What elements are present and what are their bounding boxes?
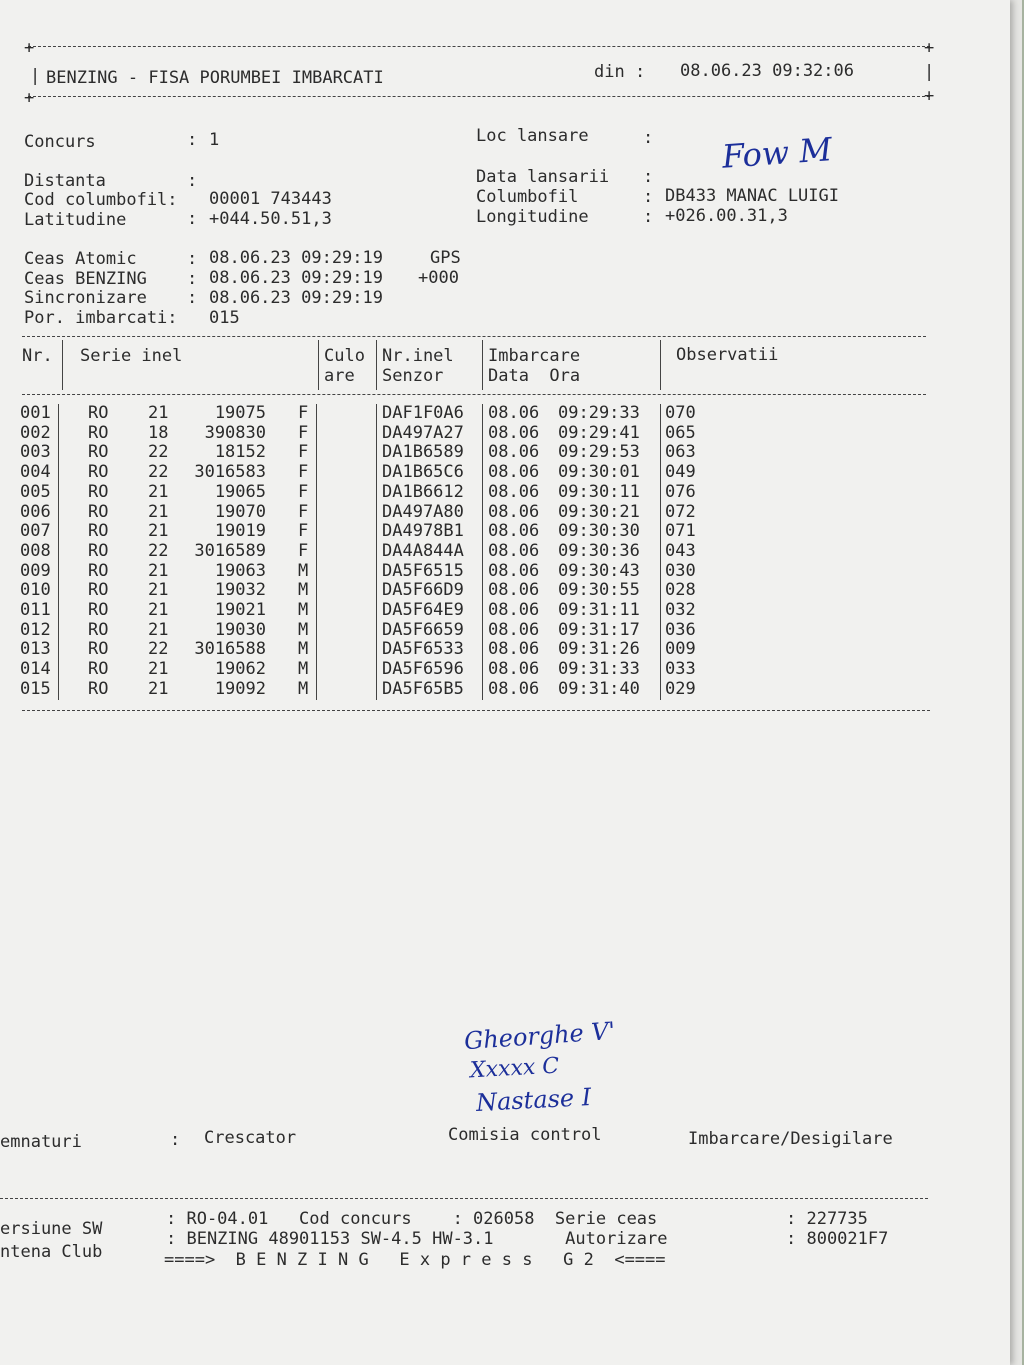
cell-nr: 010 xyxy=(20,580,51,601)
signature-2: Xxxxx C xyxy=(469,1053,560,1084)
antena-club-label: ntena Club xyxy=(0,1242,103,1262)
imbarcare-desigilare-label: Imbarcare/Desigilare xyxy=(688,1129,893,1149)
cell-serie: 18152 xyxy=(214,442,266,463)
col-nr-inel-2: Senzor xyxy=(382,366,444,386)
cell-tara: RO xyxy=(88,619,109,640)
cell-an: 21 xyxy=(148,678,169,699)
cell-nr: 011 xyxy=(20,600,51,620)
cell-obs: 065 xyxy=(665,422,696,443)
ceas-benzing-label: Ceas BENZING xyxy=(24,269,147,289)
cell-an: 22 xyxy=(148,540,169,561)
cell-obs: 070 xyxy=(665,403,696,423)
cell-tara: RO xyxy=(88,659,109,680)
din-timestamp: 08.06.23 09:32:06 xyxy=(680,61,854,81)
porumbei-imbarcati-label: Por. imbarcati: xyxy=(24,308,178,328)
cell-senzor: DA4978B1 xyxy=(382,521,464,542)
data-lansarii-label: Data lansarii xyxy=(476,167,610,187)
cell-obs: 029 xyxy=(665,678,696,699)
concurs-label: Concurs xyxy=(24,132,96,152)
header-left-bar: | xyxy=(30,66,41,86)
cell-ora: 09:29:41 xyxy=(558,422,640,443)
cell-sex: M xyxy=(298,600,309,620)
cell-serie: 3016583 xyxy=(194,462,266,483)
cell-tara: RO xyxy=(88,580,109,601)
cell-nr: 003 xyxy=(20,442,51,463)
cell-an: 21 xyxy=(148,659,169,680)
cell-obs: 030 xyxy=(665,560,696,581)
longitudine-value: +026.00.31,3 xyxy=(665,206,788,226)
cell-serie: 19063 xyxy=(214,560,266,581)
cell-data: 08.06 xyxy=(488,501,540,522)
table-row xyxy=(0,541,1010,561)
sincronizare-value: 08.06.23 09:29:19 xyxy=(209,288,383,308)
cell-tara: RO xyxy=(88,481,109,502)
cell-data: 08.06 xyxy=(488,560,540,581)
sincronizare-label: Sincronizare xyxy=(24,288,147,308)
cell-an: 21 xyxy=(148,481,169,502)
latitudine-label: Latitudine xyxy=(24,210,127,230)
cell-tara: RO xyxy=(88,639,109,660)
cell-senzor: DA5F6533 xyxy=(382,639,464,660)
comisia-control-label: Comisia control xyxy=(448,1125,602,1145)
cell-tara: RO xyxy=(88,521,109,542)
col-imbarcare-1: Imbarcare xyxy=(488,346,581,366)
cell-senzor: DA1B6589 xyxy=(382,442,464,463)
cell-an: 21 xyxy=(148,600,169,620)
col-culoare-2: are xyxy=(324,366,355,386)
cell-tara: RO xyxy=(88,501,109,522)
cell-data: 08.06 xyxy=(488,678,540,699)
cell-obs: 072 xyxy=(665,501,696,522)
cell-sex: M xyxy=(298,659,309,680)
cell-serie: 19065 xyxy=(214,481,266,502)
cell-ora: 09:30:11 xyxy=(558,481,640,502)
table-row xyxy=(0,659,1010,679)
cell-senzor: DA497A27 xyxy=(382,422,464,443)
cell-data: 08.06 xyxy=(488,600,540,620)
longitudine-label: Longitudine xyxy=(476,207,589,227)
cell-senzor: DAF1F0A6 xyxy=(382,403,464,423)
table-row xyxy=(0,423,1010,443)
cell-ora: 09:31:26 xyxy=(558,639,640,660)
cell-serie: 19070 xyxy=(214,501,266,522)
table-row xyxy=(0,580,1010,600)
header-right-bar: | xyxy=(924,62,935,82)
table-row xyxy=(0,462,1010,482)
table-row xyxy=(0,502,1010,522)
cell-senzor: DA5F6596 xyxy=(382,659,464,680)
cell-nr: 005 xyxy=(20,481,51,502)
cell-ora: 09:30:30 xyxy=(558,521,640,542)
cell-nr: 012 xyxy=(20,619,51,640)
col-culoare-1: Culo xyxy=(324,346,365,366)
cell-obs: 036 xyxy=(665,619,696,640)
cell-data: 08.06 xyxy=(488,580,540,601)
cell-serie: 19075 xyxy=(214,403,266,423)
table-row xyxy=(0,482,1010,502)
col-observatii: Observatii xyxy=(676,345,779,365)
cell-sex: M xyxy=(298,580,309,601)
cell-obs: 009 xyxy=(665,639,696,660)
cell-ora: 09:30:36 xyxy=(558,540,640,561)
cell-tara: RO xyxy=(88,462,109,483)
cod-columbofil-label: Cod columbofil: xyxy=(24,190,178,210)
col-nr-inel-1: Nr.inel xyxy=(382,346,454,366)
cell-tara: RO xyxy=(88,540,109,561)
cell-sex: M xyxy=(298,639,309,660)
table-bottom-rule xyxy=(22,710,930,711)
cell-senzor: DA5F65B5 xyxy=(382,678,464,699)
header-top-rule xyxy=(28,46,930,47)
signature-3: Nastase I xyxy=(475,1083,592,1117)
versiune-sw-label: ersiune SW xyxy=(0,1219,103,1239)
columbofil-value: DB433 MANAC LUIGI xyxy=(665,186,839,206)
cell-an: 21 xyxy=(148,560,169,581)
cell-data: 08.06 xyxy=(488,639,540,660)
col-serie-inel: Serie inel xyxy=(80,346,183,366)
table-row xyxy=(0,679,1010,699)
cell-ora: 09:29:53 xyxy=(558,442,640,463)
cell-an: 22 xyxy=(148,462,169,483)
cell-an: 21 xyxy=(148,619,169,640)
col-imbarcare-2: Data Ora xyxy=(488,366,581,386)
cell-sex: F xyxy=(298,481,309,502)
cell-sex: F xyxy=(298,422,309,443)
cell-obs: 049 xyxy=(665,462,696,483)
cell-nr: 006 xyxy=(20,501,51,522)
concurs-value: 1 xyxy=(209,130,220,150)
cell-ora: 09:30:21 xyxy=(558,501,640,522)
cell-sex: M xyxy=(298,560,309,581)
ceas-benzing-value: 08.06.23 09:29:19 xyxy=(209,268,383,288)
loc-lansare-label: Loc lansare xyxy=(476,126,589,146)
footer-line-2: : BENZING 48901153 SW-4.5 HW-3.1 Autorizare xyxy=(166,1229,668,1249)
cell-tara: RO xyxy=(88,560,109,581)
crescator-label: Crescator xyxy=(204,1128,297,1148)
cell-tara: RO xyxy=(88,678,109,699)
cell-sex: F xyxy=(298,462,309,483)
cell-tara: RO xyxy=(88,422,109,443)
cell-nr: 013 xyxy=(20,639,51,660)
cell-sex: M xyxy=(298,619,309,640)
distanta-label: Distanta xyxy=(24,171,106,191)
cell-ora: 09:30:01 xyxy=(558,462,640,483)
cell-nr: 009 xyxy=(20,560,51,581)
cell-an: 21 xyxy=(148,501,169,522)
table-row xyxy=(0,561,1010,581)
cell-nr: 015 xyxy=(20,678,51,699)
table-row xyxy=(0,620,1010,640)
table-row xyxy=(0,442,1010,462)
cell-serie: 19021 xyxy=(214,600,266,620)
autorizare-value: : 800021F7 xyxy=(786,1229,889,1249)
porumbei-imbarcati-value: 015 xyxy=(209,308,240,328)
cell-nr: 001 xyxy=(20,403,51,423)
ceas-atomic-source: GPS xyxy=(430,248,461,268)
cell-an: 21 xyxy=(148,403,169,423)
cell-obs: 032 xyxy=(665,600,696,620)
ceas-atomic-value: 08.06.23 09:29:19 xyxy=(209,248,383,268)
cell-data: 08.06 xyxy=(488,422,540,443)
cell-nr: 007 xyxy=(20,521,51,542)
cell-nr: 002 xyxy=(20,422,51,443)
ceas-benzing-offset: +000 xyxy=(418,268,459,288)
table-top-rule xyxy=(22,336,926,337)
cell-nr: 004 xyxy=(20,462,51,483)
cell-senzor: DA5F6515 xyxy=(382,560,464,581)
cell-senzor: DA5F6659 xyxy=(382,619,464,640)
cell-ora: 09:31:40 xyxy=(558,678,640,699)
table-header-rule xyxy=(22,394,926,395)
cell-senzor: DA5F66D9 xyxy=(382,580,464,601)
cell-data: 08.06 xyxy=(488,619,540,640)
cell-ora: 09:31:11 xyxy=(558,600,640,620)
cell-obs: 033 xyxy=(665,659,696,680)
latitudine-value: +044.50.51,3 xyxy=(209,209,332,229)
cell-serie: 19092 xyxy=(214,678,266,699)
cell-ora: 09:29:33 xyxy=(558,403,640,423)
cell-data: 08.06 xyxy=(488,540,540,561)
cell-serie: 19030 xyxy=(214,619,266,640)
cell-data: 08.06 xyxy=(488,481,540,502)
cell-serie: 19062 xyxy=(214,659,266,680)
document-title: BENZING - FISA PORUMBEI IMBARCATI xyxy=(46,68,384,88)
cell-senzor: DA1B6612 xyxy=(382,481,464,502)
cell-ora: 09:30:55 xyxy=(558,580,640,601)
cell-tara: RO xyxy=(88,600,109,620)
cell-an: 18 xyxy=(148,422,169,443)
table-row xyxy=(0,521,1010,541)
cell-ora: 09:31:33 xyxy=(558,659,640,680)
cell-sex: M xyxy=(298,678,309,699)
cell-tara: RO xyxy=(88,442,109,463)
footer-rule xyxy=(0,1198,928,1199)
cell-obs: 071 xyxy=(665,521,696,542)
cell-senzor: DA1B65C6 xyxy=(382,462,464,483)
table-row xyxy=(0,403,1010,423)
handwritten-location: Fow M xyxy=(720,130,834,176)
ceas-atomic-label: Ceas Atomic xyxy=(24,249,137,269)
footer-line-1: : RO-04.01 Cod concurs : 026058 Serie ceas xyxy=(166,1209,658,1229)
cod-columbofil-value: 00001 743443 xyxy=(209,189,332,209)
cell-obs: 076 xyxy=(665,481,696,502)
cell-sex: F xyxy=(298,403,309,423)
table-row xyxy=(0,639,1010,659)
cell-serie: 19019 xyxy=(214,521,266,542)
cell-an: 22 xyxy=(148,442,169,463)
cell-an: 21 xyxy=(148,521,169,542)
cell-an: 22 xyxy=(148,639,169,660)
cell-data: 08.06 xyxy=(488,442,540,463)
cell-nr: 008 xyxy=(20,540,51,561)
cell-ora: 09:30:43 xyxy=(558,560,640,581)
cell-serie: 3016588 xyxy=(194,639,266,660)
cell-tara: RO xyxy=(88,403,109,423)
cell-senzor: DA497A80 xyxy=(382,501,464,522)
cell-serie: 19032 xyxy=(214,580,266,601)
cell-ora: 09:31:17 xyxy=(558,619,640,640)
signature-1: Gheorghe V' xyxy=(463,1016,617,1056)
cell-serie: 3016589 xyxy=(194,540,266,561)
cell-data: 08.06 xyxy=(488,462,540,483)
cell-nr: 014 xyxy=(20,659,51,680)
cell-data: 08.06 xyxy=(488,659,540,680)
printout-sheet: + + | BENZING - FISA PORUMBEI IMBARCATI din : 08.06.23 09:32:06 | + + Concurs : 1 Loc lansare : Fow M Distanta : Data lansarii : Cod columbofil: 00001 743443 Columbofil : DB433 MANAC LUIGI Latitudine : +044.50.51,3 Longitudine : +026.00.31,3 Ceas Atomic : 08.06.23 09:29:19 GPS Ceas BENZING : 08.06.23 09:29:19 +000 Sincronizare : 08.06.23 09:29:19 Por. imbarcati: 015 Nr. Serie inel Culo are Nr.inel Senzor Imbarcare Data Ora Observatii 001 RO 21 19075 F DAF1F0A6 08.06 09:29:33 070 002 RO 18 390830 F DA497A27 08.06 09:29:41 065 003 RO 22 18152 F DA1B6589 08.06 09:29:53 063 004 RO 22 3016583 F DA1B65C6 08.06 09:30:01 049 005 RO 21 19065 F DA1B6612 08.06 09:30:11 076 006 RO 21 19070 F DA497A80 08.06 09:30:21 072 007 RO 21 19019 F DA4978B1 08.06 09:30:30 071 008 RO 22 3016589 F DA4A844A 08.06 09:30:36 043 009 RO 21 19063 M DA5F6515 08.06 09:30:43 030 010 RO 21 19032 M DA5F66D9 08.06 09:30:55 028 011 RO 21 19021 M DA5F64E9 08.06 09:31:11 032 012 RO 21 19030 M DA5F6659 08.06 09:31:17 036 013 RO 22 3016588 M DA5F6533 08.06 09:31:26 009 014 RO 21 19062 M DA5F6596 08.06 09:31:33 033 015 RO 21 19092 M DA5F65B5 08.06 09:31:40 029 Gheorghe V' Xxxxx C Nastase I emnaturi : Crescator Comisia control Imbarcare/Desigilare ersiune SW ntena Club : RO-04.01 Cod concurs : 026058 Serie ceas : 227735 : BENZING 48901153 SW-4.5 HW-3.1 Autorizare : 800021F7 ====> B E N Z I N G E x p r e s s G 2 <==== xyxy=(0,0,1010,1365)
serie-ceas-value: : 227735 xyxy=(786,1209,868,1229)
col-nr: Nr. xyxy=(22,346,53,366)
columbofil-label: Columbofil xyxy=(476,187,579,207)
header-bottom-rule xyxy=(28,96,930,97)
cell-sex: F xyxy=(298,540,309,561)
cell-senzor: DA4A844A xyxy=(382,540,464,561)
semnaturi-label: emnaturi xyxy=(0,1132,82,1152)
cell-obs: 043 xyxy=(665,540,696,561)
cell-sex: F xyxy=(298,501,309,522)
cell-senzor: DA5F64E9 xyxy=(382,600,464,620)
cell-obs: 028 xyxy=(665,580,696,601)
footer-line-3: ====> B E N Z I N G E x p r e s s G 2 <==== xyxy=(164,1250,666,1270)
cell-data: 08.06 xyxy=(488,403,540,423)
table-row xyxy=(0,600,1010,620)
cell-an: 21 xyxy=(148,580,169,601)
cell-serie: 390830 xyxy=(204,422,266,443)
din-label: din : xyxy=(594,62,646,82)
cell-sex: F xyxy=(298,442,309,463)
cell-obs: 063 xyxy=(665,442,696,463)
cell-sex: F xyxy=(298,521,309,542)
cell-data: 08.06 xyxy=(488,521,540,542)
